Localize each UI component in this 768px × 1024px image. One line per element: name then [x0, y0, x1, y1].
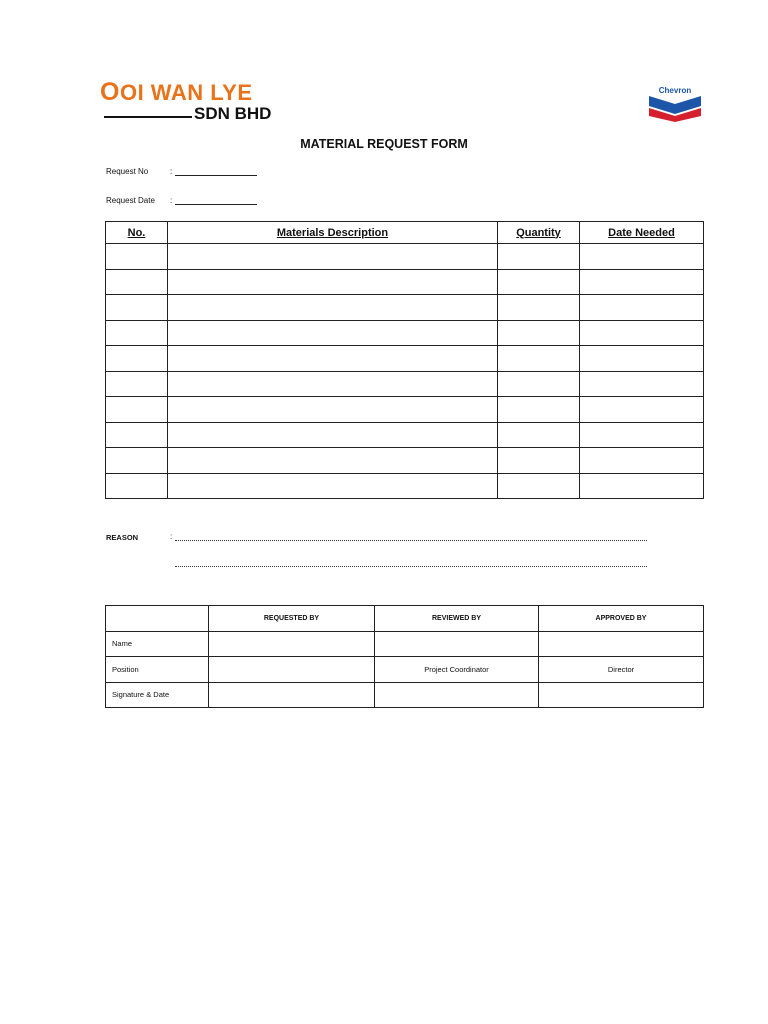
approval-header-blank [106, 606, 209, 632]
logo-initial: O [100, 78, 120, 106]
date-needed-cell[interactable] [580, 295, 704, 321]
date-needed-cell[interactable] [580, 244, 704, 270]
position-requested-cell[interactable] [209, 657, 375, 683]
logo-name: OI WAN LYE [119, 80, 253, 105]
no-cell[interactable] [106, 422, 168, 448]
reason-line-1[interactable] [175, 540, 647, 541]
table-row [106, 473, 704, 499]
no-cell[interactable] [106, 320, 168, 346]
chevron-logo-text: Chevron [658, 86, 692, 95]
header-approved-by: APPROVED BY [539, 606, 704, 632]
form-title: MATERIAL REQUEST FORM [300, 137, 468, 151]
reason-label: REASON [106, 533, 139, 542]
no-cell[interactable] [106, 448, 168, 474]
logo-rule [104, 116, 192, 118]
no-cell[interactable] [106, 244, 168, 270]
request-date-field[interactable] [175, 204, 257, 205]
table-row [106, 346, 704, 372]
quantity-cell[interactable] [498, 473, 580, 499]
date-needed-cell[interactable] [580, 473, 704, 499]
quantity-cell[interactable] [498, 397, 580, 423]
position-approved-cell: Director [539, 657, 704, 683]
approval-header-row [106, 606, 704, 632]
quantity-cell[interactable] [498, 448, 580, 474]
request-no-colon: : [170, 167, 173, 176]
header-no: No. [106, 222, 168, 244]
quantity-cell[interactable] [498, 244, 580, 270]
date-needed-cell[interactable] [580, 320, 704, 346]
row-label-signature-date: Signature & Date [106, 682, 209, 708]
description-cell[interactable] [168, 295, 498, 321]
quantity-cell[interactable] [498, 295, 580, 321]
description-cell[interactable] [168, 269, 498, 295]
description-cell[interactable] [168, 320, 498, 346]
description-cell[interactable] [168, 346, 498, 372]
signature-reviewed-cell[interactable] [375, 682, 539, 708]
table-row [106, 422, 704, 448]
chevron-emblem-icon [649, 94, 701, 122]
date-needed-cell[interactable] [580, 269, 704, 295]
no-cell[interactable] [106, 346, 168, 372]
signature-requested-cell[interactable] [209, 682, 375, 708]
description-cell[interactable] [168, 397, 498, 423]
table-row [106, 397, 704, 423]
chevron-logo [648, 86, 702, 122]
description-cell[interactable] [168, 422, 498, 448]
no-cell[interactable] [106, 397, 168, 423]
request-no-label: Request No [106, 167, 149, 176]
header-requested-by: REQUESTED BY [209, 606, 375, 632]
approval-row-name [106, 631, 704, 657]
name-reviewed-cell[interactable] [375, 631, 539, 657]
reason-line-2[interactable] [175, 566, 647, 567]
quantity-cell[interactable] [498, 269, 580, 295]
date-needed-cell[interactable] [580, 397, 704, 423]
no-cell[interactable] [106, 295, 168, 321]
no-cell[interactable] [106, 371, 168, 397]
quantity-cell[interactable] [498, 422, 580, 448]
table-row [106, 269, 704, 295]
no-cell[interactable] [106, 269, 168, 295]
materials-table [105, 221, 704, 499]
approval-row-signature [106, 682, 704, 708]
quantity-cell[interactable] [498, 371, 580, 397]
table-row [106, 371, 704, 397]
date-needed-cell[interactable] [580, 371, 704, 397]
request-date-colon: : [170, 196, 173, 205]
description-cell[interactable] [168, 371, 498, 397]
table-row [106, 295, 704, 321]
approval-row-position [106, 657, 704, 683]
date-needed-cell[interactable] [580, 346, 704, 372]
logo-subtitle: SDN BHD [194, 104, 272, 123]
quantity-cell[interactable] [498, 346, 580, 372]
description-cell[interactable] [168, 473, 498, 499]
table-row [106, 448, 704, 474]
signature-approved-cell[interactable] [539, 682, 704, 708]
header-description: Materials Description [168, 222, 498, 244]
position-reviewed-cell: Project Coordinator [375, 657, 539, 683]
request-date-label: Request Date [106, 196, 155, 205]
row-label-name: Name [106, 631, 209, 657]
request-no-field[interactable] [175, 175, 257, 176]
name-requested-cell[interactable] [209, 631, 375, 657]
table-row [106, 320, 704, 346]
reason-colon: : [170, 532, 173, 541]
name-approved-cell[interactable] [539, 631, 704, 657]
no-cell[interactable] [106, 473, 168, 499]
table-row [106, 244, 704, 270]
row-label-position: Position [106, 657, 209, 683]
header-reviewed-by: REVIEWED BY [375, 606, 539, 632]
date-needed-cell[interactable] [580, 448, 704, 474]
description-cell[interactable] [168, 244, 498, 270]
quantity-cell[interactable] [498, 320, 580, 346]
header-date-needed: Date Needed [580, 222, 704, 244]
date-needed-cell[interactable] [580, 422, 704, 448]
header-quantity: Quantity [498, 222, 580, 244]
description-cell[interactable] [168, 448, 498, 474]
approval-table [105, 605, 704, 708]
materials-header-row [106, 222, 704, 244]
